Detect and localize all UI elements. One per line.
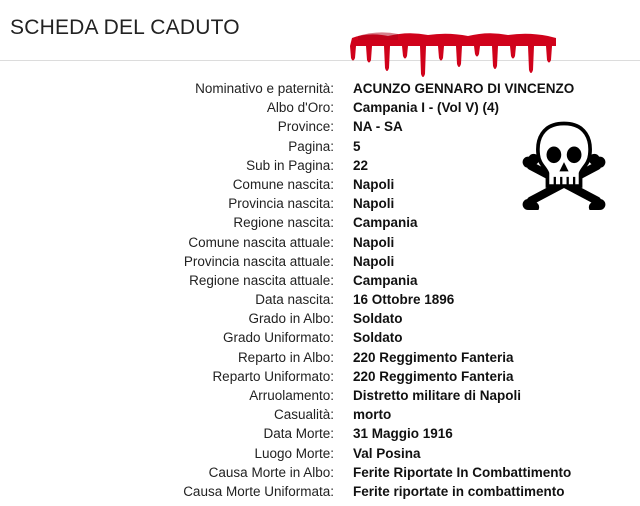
record-row — [0, 405, 640, 424]
record-row — [0, 117, 640, 136]
field-label: Sub in Pagina: — [246, 157, 334, 173]
field-label: Pagina: — [288, 138, 334, 154]
field-value: morto — [353, 407, 392, 423]
record-row — [0, 348, 640, 367]
record-row — [0, 271, 640, 290]
field-value: Campania — [353, 215, 418, 231]
record-row — [0, 213, 640, 232]
field-label: Arruolamento: — [249, 388, 334, 403]
field-value: 220 Reggimento Fanteria — [353, 368, 514, 384]
record-row — [0, 252, 640, 271]
field-label: Comune nascita: — [232, 176, 334, 192]
page-title: SCHEDA DEL CADUTO — [10, 16, 240, 39]
record-row — [0, 424, 640, 443]
field-label: Provincia nascita attuale: — [183, 253, 334, 269]
field-label: Luogo Morte: — [254, 445, 334, 461]
field-value: Ferite riportate in combattimento — [353, 483, 565, 499]
field-value: 31 Maggio 1916 — [353, 426, 453, 442]
record-row — [0, 444, 640, 463]
field-value: Campania I - (Vol V) (4) — [353, 100, 500, 116]
record-row — [0, 79, 640, 98]
field-value: 16 Ottobre 1896 — [353, 292, 455, 308]
record-row — [0, 367, 640, 386]
record-row — [0, 328, 640, 347]
field-label: Causa Morte in Albo: — [208, 464, 334, 480]
field-label: Data nascita: — [255, 292, 334, 308]
field-label: Provincia nascita: — [228, 196, 334, 212]
record-row — [0, 386, 640, 405]
field-label: Comune nascita attuale: — [188, 234, 334, 250]
field-value: ACUNZO GENNARO DI VINCENZO — [353, 81, 575, 96]
field-value: Soldato — [353, 330, 403, 346]
field-label: Casualità: — [273, 407, 334, 423]
field-value: Napoli — [353, 196, 395, 212]
field-value: 220 Reggimento Fanteria — [353, 349, 514, 365]
field-value: 5 — [353, 138, 361, 154]
record-row — [0, 482, 640, 501]
field-label: Causa Morte Uniformata: — [183, 483, 334, 499]
field-label: Grado in Albo: — [248, 311, 334, 327]
field-value: Val Posina — [353, 445, 421, 461]
record-row — [0, 175, 640, 194]
field-value: Ferite Riportate In Combattimento — [353, 464, 572, 480]
record-row — [0, 98, 640, 117]
blood-drip-icon — [348, 30, 560, 86]
field-label: Data Morte: — [263, 426, 334, 442]
field-label: Regione nascita attuale: — [189, 272, 334, 288]
record-table — [0, 79, 640, 501]
field-label: Reparto Uniformato: — [212, 368, 334, 384]
field-label: Province: — [277, 119, 334, 135]
field-value: Napoli — [353, 176, 395, 192]
field-label: Regione nascita: — [233, 215, 334, 231]
field-value: Napoli — [353, 253, 395, 269]
field-value: Campania — [353, 272, 418, 288]
field-value: Distretto militare di Napoli — [353, 388, 522, 403]
record-row — [0, 137, 640, 156]
record-row — [0, 156, 640, 175]
field-value: NA - SA — [353, 119, 403, 135]
record-row — [0, 309, 640, 328]
field-label: Reparto in Albo: — [237, 349, 334, 365]
field-value: 22 — [353, 157, 369, 173]
field-label: Nominativo e paternità: — [195, 81, 334, 96]
record-row — [0, 194, 640, 213]
record-row — [0, 463, 640, 482]
field-value: Napoli — [353, 234, 395, 250]
field-value: Soldato — [353, 311, 403, 327]
field-label: Albo d'Oro: — [266, 100, 334, 116]
record-row — [0, 233, 640, 252]
field-label: Grado Uniformato: — [222, 330, 334, 346]
record-row — [0, 290, 640, 309]
